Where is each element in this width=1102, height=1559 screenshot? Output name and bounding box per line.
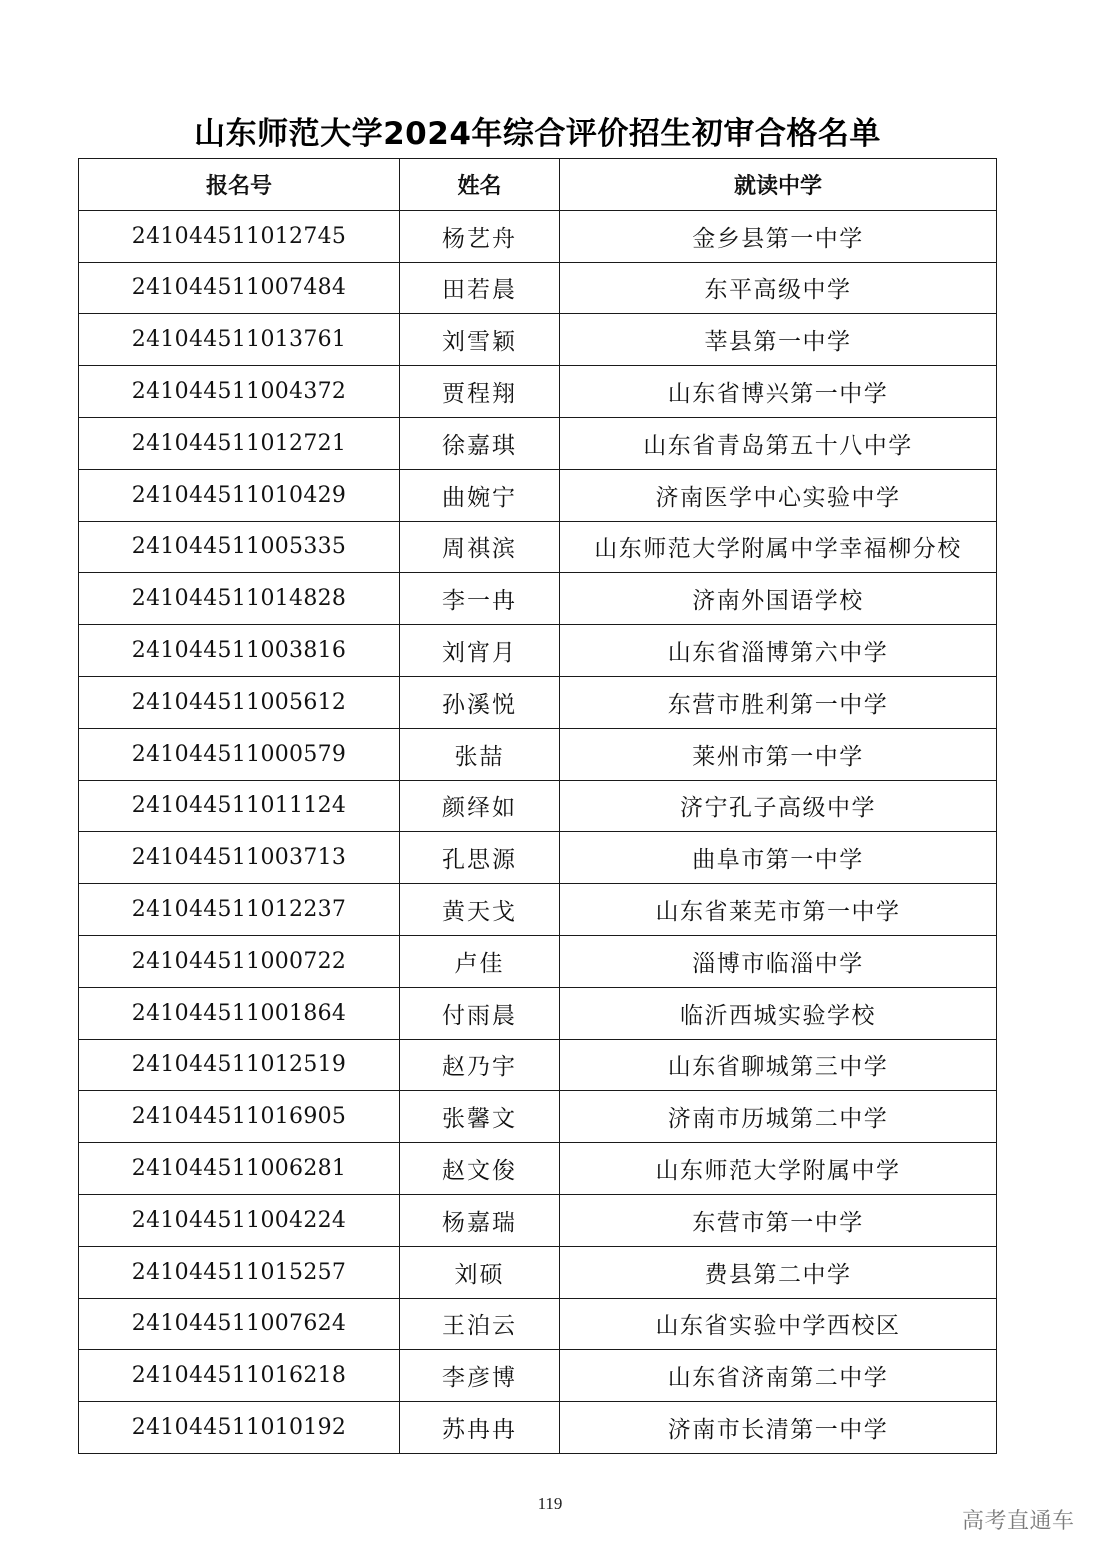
table-row [79, 314, 997, 366]
school-cell: 山东省青岛第五十八中学 [560, 417, 997, 469]
table-row [79, 728, 997, 780]
school-cell: 莱州市第一中学 [560, 728, 997, 780]
registration-number-cell: 241044511003816 [79, 625, 400, 677]
table-row [79, 780, 997, 832]
school-cell: 山东省淄博第六中学 [560, 625, 997, 677]
table-header [79, 159, 997, 211]
page-number: 119 [537, 1494, 563, 1513]
student-name-cell: 李一冉 [400, 573, 560, 625]
student-name-cell: 贾程翔 [400, 366, 560, 418]
table-row [79, 1039, 997, 1091]
school-cell: 曲阜市第一中学 [560, 832, 997, 884]
student-name-cell: 曲婉宁 [400, 469, 560, 521]
student-name-cell: 刘硕 [400, 1246, 560, 1298]
school-cell: 济南市长清第一中学 [560, 1402, 997, 1454]
school-cell: 东平高级中学 [560, 262, 997, 314]
registration-number-cell: 241044511004224 [79, 1194, 400, 1246]
registration-number-cell: 241044511000722 [79, 935, 400, 987]
table-row [79, 987, 997, 1039]
student-name-cell: 付雨晨 [400, 987, 560, 1039]
student-name-cell: 颜绎如 [400, 780, 560, 832]
registration-number-cell: 241044511007624 [79, 1298, 400, 1350]
registration-number-cell: 241044511012721 [79, 417, 400, 469]
registration-number-cell: 241044511000579 [79, 728, 400, 780]
registration-number-cell: 241044511016218 [79, 1350, 400, 1402]
student-name-cell: 杨嘉瑞 [400, 1194, 560, 1246]
table-row [79, 1194, 997, 1246]
registration-number-cell: 241044511012237 [79, 884, 400, 936]
table-row [79, 1246, 997, 1298]
header-row [79, 159, 997, 211]
school-cell: 临沂西城实验学校 [560, 987, 997, 1039]
student-name-cell: 周祺滨 [400, 521, 560, 573]
table-row [79, 1298, 997, 1350]
school-cell: 淄博市临淄中学 [560, 935, 997, 987]
registration-number-cell: 241044511005335 [79, 521, 400, 573]
table-row [79, 832, 997, 884]
school-cell: 山东师范大学附属中学 [560, 1143, 997, 1195]
student-name-cell: 孙溪悦 [400, 676, 560, 728]
student-name-cell: 王泊云 [400, 1298, 560, 1350]
registration-number-cell: 241044511014828 [79, 573, 400, 625]
school-cell: 山东师范大学附属中学幸福柳分校 [560, 521, 997, 573]
school-cell: 莘县第一中学 [560, 314, 997, 366]
school-cell: 东营市第一中学 [560, 1194, 997, 1246]
table-row [79, 366, 997, 418]
school-cell: 金乡县第一中学 [560, 210, 997, 262]
student-name-cell: 刘宵月 [400, 625, 560, 677]
school-cell: 山东省济南第二中学 [560, 1350, 997, 1402]
school-cell: 东营市胜利第一中学 [560, 676, 997, 728]
school-cell: 济南医学中心实验中学 [560, 469, 997, 521]
table-row [79, 417, 997, 469]
table-row [79, 262, 997, 314]
registration-number-cell: 241044511003713 [79, 832, 400, 884]
registration-number-cell: 241044511005612 [79, 676, 400, 728]
student-name-cell: 黄天戈 [400, 884, 560, 936]
document-title: 山东师范大学2024年综合评价招生初审合格名单 [194, 116, 881, 152]
table-body [79, 210, 997, 1453]
table-row [79, 884, 997, 936]
student-name-cell: 张喆 [400, 728, 560, 780]
student-name-cell: 田若晨 [400, 262, 560, 314]
header-name: 姓名 [400, 159, 560, 211]
table-row [79, 625, 997, 677]
school-cell: 济宁孔子高级中学 [560, 780, 997, 832]
school-cell: 山东省莱芜市第一中学 [560, 884, 997, 936]
school-cell: 济南市历城第二中学 [560, 1091, 997, 1143]
registration-number-cell: 241044511004372 [79, 366, 400, 418]
registration-number-cell: 241044511010192 [79, 1402, 400, 1454]
registration-number-cell: 241044511016905 [79, 1091, 400, 1143]
school-cell: 山东省聊城第三中学 [560, 1039, 997, 1091]
school-cell: 山东省实验中学西校区 [560, 1298, 997, 1350]
registration-number-cell: 241044511012745 [79, 210, 400, 262]
table-row [79, 1091, 997, 1143]
table-row [79, 573, 997, 625]
table-row [79, 1402, 997, 1454]
header-school: 就读中学 [560, 159, 997, 211]
registration-number-cell: 241044511013761 [79, 314, 400, 366]
registration-number-cell: 241044511006281 [79, 1143, 400, 1195]
school-cell: 费县第二中学 [560, 1246, 997, 1298]
table-row [79, 469, 997, 521]
student-name-cell: 赵文俊 [400, 1143, 560, 1195]
student-name-cell: 苏冉冉 [400, 1402, 560, 1454]
watermark: 高考直通车 [962, 1509, 1075, 1534]
school-cell: 济南外国语学校 [560, 573, 997, 625]
table-row [79, 935, 997, 987]
table-row [79, 1350, 997, 1402]
table-row [79, 1143, 997, 1195]
registration-number-cell: 241044511012519 [79, 1039, 400, 1091]
school-cell: 山东省博兴第一中学 [560, 366, 997, 418]
registration-number-cell: 241044511010429 [79, 469, 400, 521]
student-name-cell: 杨艺舟 [400, 210, 560, 262]
student-name-cell: 李彦博 [400, 1350, 560, 1402]
roster-table [78, 158, 997, 1454]
student-name-cell: 刘雪颖 [400, 314, 560, 366]
registration-number-cell: 241044511007484 [79, 262, 400, 314]
table-row [79, 210, 997, 262]
student-name-cell: 张馨文 [400, 1091, 560, 1143]
table-row [79, 676, 997, 728]
registration-number-cell: 241044511011124 [79, 780, 400, 832]
registration-number-cell: 241044511001864 [79, 987, 400, 1039]
registration-number-cell: 241044511015257 [79, 1246, 400, 1298]
table-row [79, 521, 997, 573]
header-registration-number: 报名号 [79, 159, 400, 211]
student-name-cell: 孔思源 [400, 832, 560, 884]
student-name-cell: 赵乃宇 [400, 1039, 560, 1091]
student-name-cell: 卢佳 [400, 935, 560, 987]
student-name-cell: 徐嘉琪 [400, 417, 560, 469]
